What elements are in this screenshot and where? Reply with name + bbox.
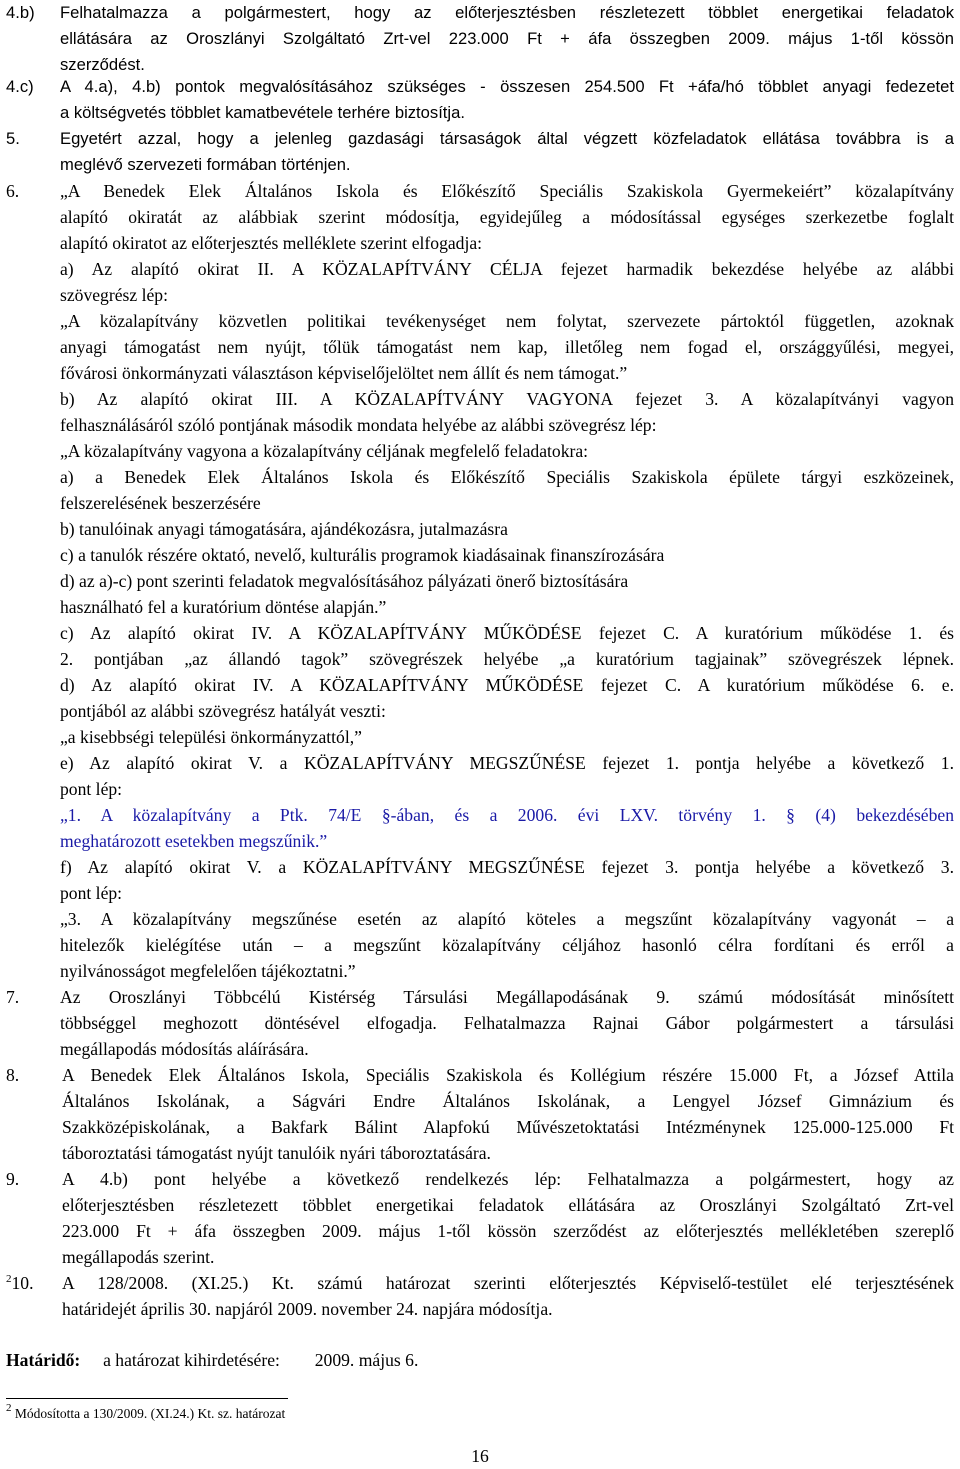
item-text-line: A 4.b) pont helyébe a következő rendelkezés lép: Felhatalmazza a polgármestert, hogy az bbox=[62, 1169, 954, 1189]
deadline-label: Határidő: bbox=[6, 1350, 81, 1370]
item-text-line: táboroztatási támogatást nyújt tanulóik nyári táboroztatására. bbox=[62, 1143, 491, 1163]
item-number: 4.b) bbox=[6, 3, 35, 22]
quoted-list-line: használható fel a kuratórium döntése alapján.” bbox=[60, 597, 387, 617]
quoted-text-line: „a kisebbségi települési önkormányzattól,” bbox=[60, 727, 362, 747]
footnote-marker: 2 bbox=[6, 1402, 12, 1414]
subitem-d-line: d) Az alapító okirat IV. A KÖZALAPÍTVÁNY MŰKÖDÉSE fejezet C. A kuratórium működése 6. e. bbox=[60, 675, 954, 695]
deadline-date: 2009. május 6. bbox=[314, 1350, 419, 1370]
item-number: 6. bbox=[6, 181, 20, 201]
item-text-line: Az Oroszlányi Többcélú Kistérség Társulási Megállapodásának 9. számú módosítását minősített bbox=[60, 987, 954, 1007]
footnote bbox=[6, 1402, 286, 1423]
item-text-line: A 128/2008. (XI.25.) Kt. számú határozat szerinti előterjesztés Képviselő-testület elé terjesztésének bbox=[62, 1273, 954, 1293]
quoted-list-line: c) a tanulók részére oktató, nevelő, kulturális programok kiadásainak finanszírozására bbox=[60, 545, 665, 565]
item-text-line: szerződést. bbox=[60, 55, 145, 74]
quoted-list-line: felszerelésének beszerzésére bbox=[60, 493, 261, 513]
quoted-list-line: a) a Benedek Elek Általános Iskola és Előkészítő Speciális Szakiskola épülete tárgyi eszközeinek, bbox=[60, 467, 954, 487]
item-text-line: 223.000 Ft + áfa összegben 2009. május 1-től kössön szerződést az előterjesztés mellékletében szereplő bbox=[62, 1221, 954, 1241]
item-text-line: a költségvetés többlet kamatbevétele terhére biztosítja. bbox=[60, 103, 465, 122]
quoted-text-line: anyagi támogatást nem nyújt, tőlük támogatást nem kap, illetőleg nem fogad el, országgyűlési, megyei, bbox=[60, 337, 954, 357]
item-text-line: előterjesztésben részletezett többlet energetikai feladatok ellátására az Oroszlányi Szolgáltató Zrt-vel bbox=[62, 1195, 954, 1215]
item-text-line: A 4.a), 4.b) pontok megvalósításához szükséges - összesen 254.500 Ft +áfa/hó többlet anyagi fedezetet bbox=[60, 77, 954, 96]
item-text-line: meglévő szervezeti formában történjen. bbox=[60, 155, 351, 174]
footnote-text: Módosította a 130/2009. (XI.24.) Kt. sz. határozat bbox=[14, 1406, 286, 1421]
subitem-c-line: 2. pontjában „az állandó tagok” szövegrészek helyébe „a kuratórium tagjainak” szövegrészek lépnek. bbox=[60, 649, 954, 669]
amended-text-line: „1. A közalapítvány a Ptk. 74/E §-ában, és a 2006. évi LXV. törvény 1. § (4) bekezdésében bbox=[60, 805, 954, 825]
item-text-line: alapító okiratát az alábbiak szerint módosítja, egyidejűleg a módosítással egységes szerkezetbe foglalt bbox=[60, 207, 954, 227]
item-text-line: alapító okiratot az előterjesztés melléklete szerint elfogadja: bbox=[60, 233, 483, 253]
amended-text-line: meghatározott esetekben megszűnik.” bbox=[60, 831, 328, 851]
item-number: 7. bbox=[6, 987, 20, 1007]
subitem-a-line: szövegrész lép: bbox=[60, 285, 168, 305]
footnote-reference[interactable]: 2 bbox=[6, 1273, 12, 1285]
subitem-f-line: pont lép: bbox=[60, 883, 123, 903]
subitem-e-line: e) Az alapító okirat V. a KÖZALAPÍTVÁNY MEGSZŰNÉSE fejezet 1. pontja helyébe a következő 1. bbox=[60, 753, 954, 773]
item-text-line: Szakközépiskolának, a Bakfark Bálint Alapfokú Művészetoktatási Intézménynek 125.000-125.000 Ft bbox=[62, 1117, 954, 1137]
subitem-b-line: b) Az alapító okirat III. A KÖZALAPÍTVÁNY VAGYONA fejezet 3. A közalapítványi vagyon bbox=[60, 389, 954, 409]
item-number: 9. bbox=[6, 1169, 20, 1189]
subitem-e-line: pont lép: bbox=[60, 779, 123, 799]
item-number: 4.c) bbox=[6, 77, 34, 96]
subitem-c-line: c) Az alapító okirat IV. A KÖZALAPÍTVÁNY MŰKÖDÉSE fejezet C. A kuratórium működése 1. és bbox=[60, 623, 954, 643]
footnote-divider bbox=[6, 1398, 288, 1399]
quoted-list-line: b) tanulóinak anyagi támogatására, ajándékozásra, jutalmazásra bbox=[60, 519, 508, 539]
item-text-line: Egyetért azzal, hogy a jelenleg gazdasági társaságok által végzett közfeladatok ellátása továbbra is a bbox=[60, 129, 954, 148]
item-text-line: A Benedek Elek Általános Iskola, Speciális Szakiskola és Kollégium részére 15.000 Ft, a József Attila bbox=[62, 1065, 954, 1085]
quoted-text-line: „A közalapítvány vagyona a közalapítvány céljának megfelelő feladatokra: bbox=[60, 441, 589, 461]
item-text-line: megállapodás módosítás aláírására. bbox=[60, 1039, 309, 1059]
item-number: 5. bbox=[6, 129, 20, 148]
item-text-line: ellátására az Oroszlányi Szolgáltató Zrt-vel 223.000 Ft + áfa összegben 2009. május 1-től kössön bbox=[60, 29, 954, 48]
subitem-d-line: pontjából az alábbi szövegrész hatályát veszti: bbox=[60, 701, 386, 721]
quoted-text-line: nyilvánosságot megfelelően tájékoztatni.” bbox=[60, 961, 356, 981]
quoted-list-line: d) az a)-c) pont szerinti feladatok megvalósításához pályázati önerő biztosítására bbox=[60, 571, 629, 591]
subitem-b-line: felhasználásáról szóló pontjának második mondata helyébe az alábbi szövegrész lép: bbox=[60, 415, 657, 435]
quoted-text-line: „3. A közalapítvány megszűnése esetén az alapító köteles a megszűnt közalapítvány vagyonát – a bbox=[60, 909, 954, 929]
item-text-line: Felhatalmazza a polgármestert, hogy az előterjesztésben részletezett többlet energetikai feladatok bbox=[60, 3, 954, 22]
quoted-text-line: fővárosi önkormányzati választáson képviselőjelöltet nem állít és nem támogat.” bbox=[60, 363, 628, 383]
deadline-line bbox=[6, 1347, 418, 1373]
item-text-line: Általános Iskolának, a Ságvári Endre Általános Iskolának, a Lengyel József Gimnázium és bbox=[62, 1091, 954, 1111]
item-text-line: „A Benedek Elek Általános Iskola és Előkészítő Speciális Szakiskola Gyermekeiért” közalapítvány bbox=[60, 181, 954, 201]
item-number: 8. bbox=[6, 1065, 20, 1085]
quoted-text-line: hitelezők kielégítése után – a megszűnt közalapítvány céljához hasonló célra fordítani és erről a bbox=[60, 935, 954, 955]
subitem-f-line: f) Az alapító okirat V. a KÖZALAPÍTVÁNY MEGSZŰNÉSE fejezet 3. pontja helyébe a következő 3. bbox=[60, 857, 954, 877]
item-number: 10. bbox=[11, 1273, 34, 1293]
item-text-line: megállapodás szerint. bbox=[62, 1247, 215, 1267]
page-number: 16 bbox=[471, 1446, 489, 1466]
subitem-a-line: a) Az alapító okirat II. A KÖZALAPÍTVÁNY CÉLJA fejezet harmadik bekezdése helyébe az alábbi bbox=[60, 259, 954, 279]
item-text-line: határidejét április 30. napjáról 2009. november 24. napjára módosítja. bbox=[62, 1299, 553, 1319]
quoted-text-line: „A közalapítvány közvetlen politikai tevékenységet nem folytat, szervezete pártoktól független, azoknak bbox=[60, 311, 954, 331]
deadline-text: a határozat kihirdetésére: bbox=[103, 1350, 280, 1370]
item-text-line: többséggel meghozott döntésével elfogadja. Felhatalmazza Rajnai Gábor polgármestert a társulási bbox=[60, 1013, 954, 1033]
